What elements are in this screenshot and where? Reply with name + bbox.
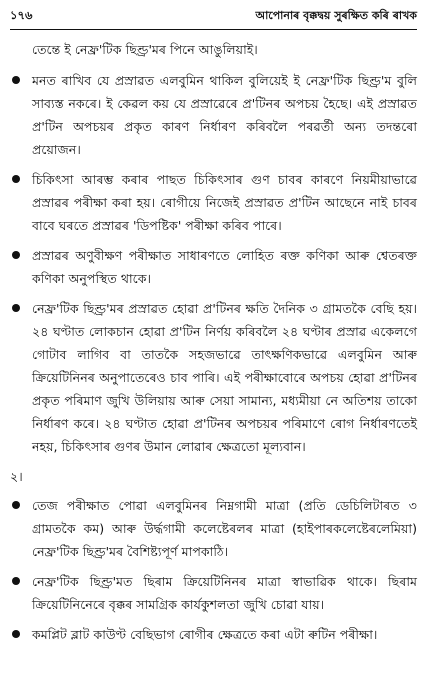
page-body bbox=[10, 38, 417, 646]
bullet-icon bbox=[10, 297, 32, 312]
list-item-text: কমপ্লিট ব্লাট কাউণ্ট বেছিভাগ ৰোগীৰ ক্ষেত্ৰতে কৰা এটা ৰুটিন পৰীক্ষা। bbox=[32, 627, 378, 642]
list-item-text: নেফ্ৰ'টিক ছিণ্ড্ৰ'মৰ প্ৰস্ৰাৱত হোৱা প্ৰ'টিনৰ ক্ষতি দৈনিক ৩ গ্ৰামতকৈ বেছি হয়। ২৪ ঘণ্টাত লোকচান হোৱা প্ৰ'টিন নিৰ্ণয় কৰিবলৈ ২৪ ঘণ্টাৰ প্ৰস্ৰাৱ একেলগে গোটাব লাগিব বা তাতকৈ সহজভাৱে তাৎক্ষণিকভাৱে এলবুমিন আৰু ক্ৰিয়েটিনিনৰ অনুপাতেৰেও চাব পাৰি। এই পৰীক্ষাবোৰে অপচয় হোৱা প্ৰ'টিনৰ প্ৰকৃত পৰিমাণ জুখি উলিয়ায় আৰু সেয়া সামান্য, মধ্যমীয়া নে অতিশয় তাকো নিৰ্ধাৰণ কৰে। ২৪ ঘণ্টাত হোৱা প্ৰ'টিনৰ অপচয়ৰ পৰিমাণে ৰোগ নিৰ্ধাৰণতেই নহয়, চিকিৎসাৰ গুণৰ উমান লোৱাৰ ক্ষেত্ৰতো মূল্যবান। bbox=[32, 301, 417, 454]
list-item bbox=[10, 69, 417, 161]
bullet-icon bbox=[10, 69, 32, 84]
list-item-text: তেজ পৰীক্ষাত পোৱা এলবুমিনৰ নিম্নগামী মাত্ৰা (প্ৰতি ডেচিলিটাৰত ৩ গ্ৰামতকৈ কম) আৰু উৰ্দ্ধগামী কলেষ্টেৰলৰ মাত্ৰা (হাইপাৰকলেষ্টেৰলেমিয়া) নেফ্ৰ'টিক ছিণ্ড্ৰ'মৰ বৈশিষ্ট্যপূৰ্ণ মাপকাঠি। bbox=[32, 498, 417, 559]
bullet-icon bbox=[10, 623, 32, 638]
list-item-text: নেফ্ৰ'টিক ছিণ্ড্ৰ'মত ছিৰাম ক্ৰিয়েটিনিনৰ মাত্ৰা স্বাভাৱিক থাকে। ছিৰাম ক্ৰিয়েটিনিনেৰে বৃক্কৰ সামগ্ৰিক কাৰ্যকুশলতা জুখি চোৱা যায়। bbox=[32, 574, 417, 612]
section-number: ২। bbox=[10, 469, 23, 484]
bullet-icon bbox=[10, 570, 32, 585]
running-title: আপোনাৰ বৃক্কদ্বয় সুৰক্ষিত কৰি ৰাখক bbox=[255, 9, 417, 22]
list-item bbox=[10, 168, 417, 237]
list-item bbox=[10, 297, 417, 458]
list-item bbox=[10, 623, 417, 646]
bullet-icon bbox=[10, 168, 32, 183]
page-number: ১৭৬ bbox=[10, 8, 33, 22]
list-item bbox=[10, 570, 417, 616]
bullet-icon bbox=[10, 494, 32, 509]
bullet-icon bbox=[10, 244, 32, 259]
opening-paragraph: তেন্তে ই নেফ্ৰ'টিক ছিণ্ড্ৰ'মৰ পিনে আঙুলিয়াই। bbox=[32, 42, 258, 57]
list-item-text: চিকিৎসা আৰম্ভ কৰাৰ পাছত চিকিৎসাৰ গুণ চাবৰ কাৰণে নিয়মীয়াভাৱে প্ৰস্ৰাৱৰ পৰীক্ষা কৰা হয়। ৰোগীয়ে নিজেই প্ৰস্ৰাৱত প্ৰ'টিন আছেনে নাই চাবৰ বাবে ঘৰতে প্ৰস্ৰাৱৰ 'ডিপষ্টিক' পৰীক্ষা কৰিব পাৰে। bbox=[32, 172, 417, 233]
list-item-text: মনত ৰাখিব যে প্ৰস্ৰাৱত এলবুমিন থাকিল বুলিয়েই ই নেফ্ৰ'টিক ছিণ্ড্ৰ'ম বুলি সাব্যস্ত নকৰে। ই কেৱল কয় যে প্ৰস্ৰাৱেৰে প্ৰ'টিনৰ অপচয় হৈছে। এই প্ৰস্ৰাৱত প্ৰ'টিন অপচয়ৰ প্ৰকৃত কাৰণ নিৰ্ধাৰণ কৰিবলৈ পৰৱৰ্তী অন্য তদন্তৰো প্ৰয়োজন। bbox=[32, 73, 417, 157]
list-item bbox=[10, 494, 417, 563]
page-header bbox=[10, 6, 417, 30]
list-item-text: প্ৰস্ৰাৱৰ অণুবীক্ষণ পৰীক্ষাত সাধাৰণতে লোহিত ৰক্ত কণিকা আৰু শ্বেতৰক্ত কণিকা অনুপস্থিত থাকে। bbox=[32, 248, 417, 286]
list-item bbox=[10, 244, 417, 290]
